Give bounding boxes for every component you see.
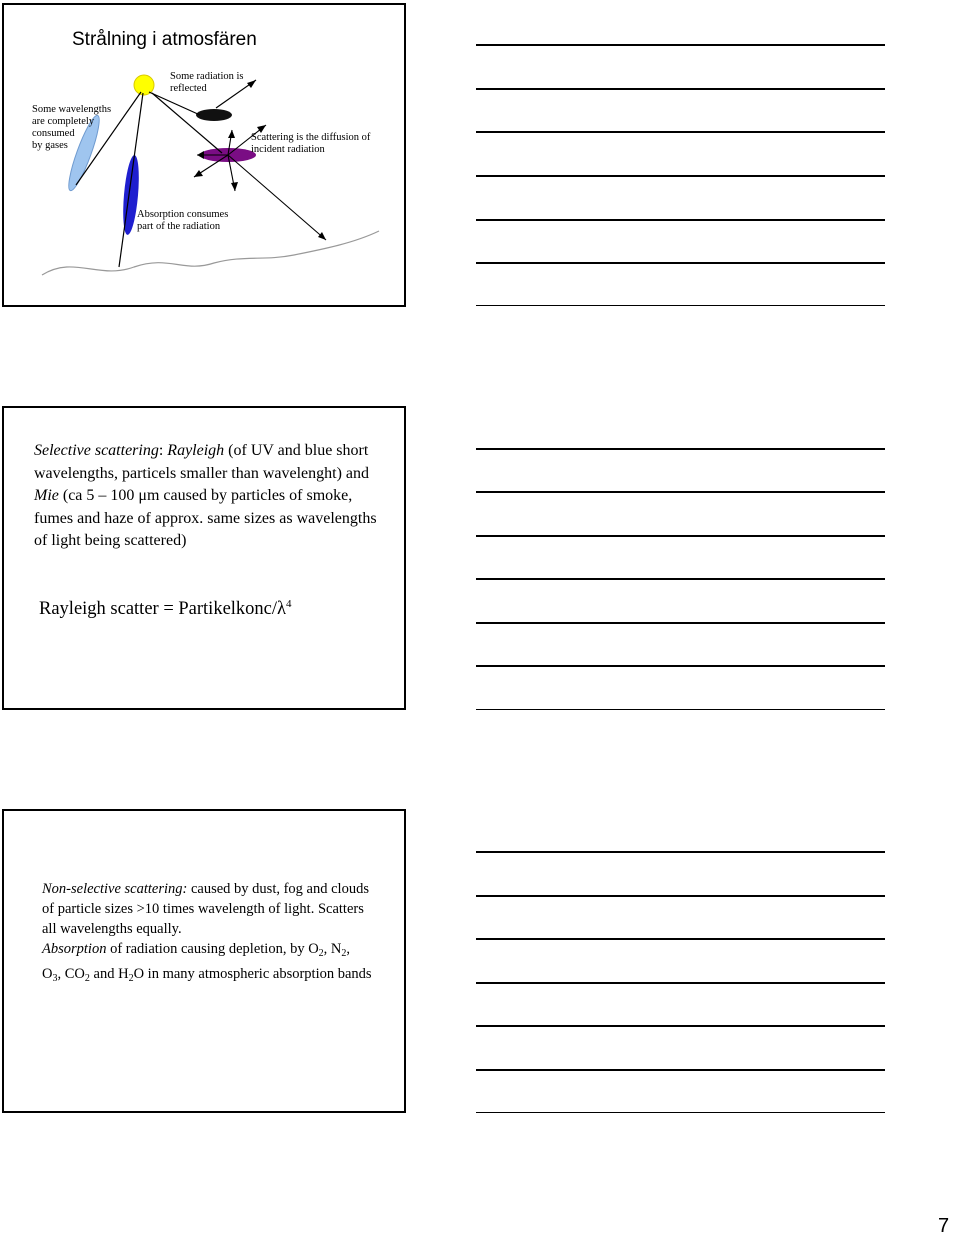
label-absorption: Absorption consumes part of the radiation	[137, 209, 229, 232]
label-consumed-by-gases: Some wavelengths are completely consumed by gases	[32, 104, 112, 151]
label-reflected: Some radiation is reflected	[170, 71, 244, 94]
ground-line	[42, 231, 379, 275]
reflecting-cloud-icon	[196, 109, 232, 121]
selective-scattering-text: Selective scattering: Rayleigh (of UV and blue short wavelengths, particels smaller than wavelenght) and Mie (ca 5 – 100 μm caused by particles of smoke, fumes and haze of approx. same sizes as wavelengths of light being scattered)	[34, 442, 377, 549]
sun-icon	[134, 75, 154, 95]
arrowhead-reflected	[247, 80, 256, 88]
non-selective-text: Non-selective scattering: caused by dust, fog and clouds of particle sizes >10 times wavelength of light. Scatters all wavelengths equally. Absorption of radiation causing depletion, by $O_2$, $N_2$, $O_3$, $CO_2$ and $H_2O$ in many atmospheric absorption bands	[42, 881, 372, 984]
slide-selective-scattering	[2, 406, 406, 710]
page-number: 7	[938, 1215, 950, 1237]
rayleigh-formula: Rayleigh scatter = Partikelkonc/$\lambda^4$	[39, 598, 292, 619]
slide-radiation-diagram	[2, 3, 406, 307]
label-scattering: Scattering is the diffusion of incident radiation	[251, 132, 371, 155]
slide-non-selective-scattering	[2, 809, 406, 1113]
ray-to-scatter	[152, 93, 222, 153]
slide-title: Strålning i atmosfären	[72, 29, 257, 50]
